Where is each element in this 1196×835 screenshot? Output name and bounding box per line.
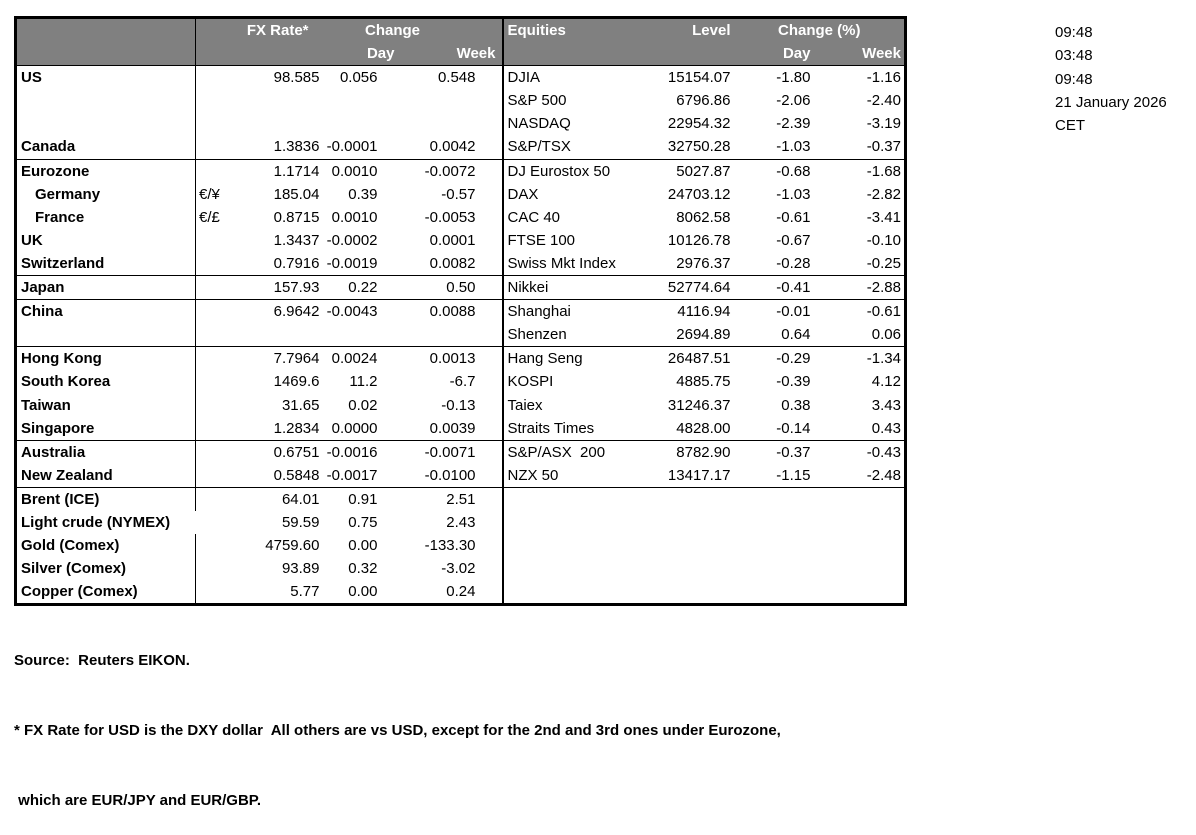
table-row: [16, 300, 906, 324]
fx-pair: [196, 66, 234, 90]
table-row: [16, 347, 906, 371]
fx-name: [16, 112, 196, 135]
eq-level: [653, 511, 735, 534]
eq-level: 4885.75: [676, 373, 731, 391]
eq-name: NZX 50: [503, 464, 653, 488]
fx-pair: €/¥: [199, 185, 220, 203]
fx-rate: 98.585: [273, 69, 320, 87]
eq-level: 26487.51: [667, 350, 731, 368]
fx-change-week: -0.57: [441, 185, 476, 203]
header-pair-blank: [196, 18, 234, 43]
fx-name: Light crude (NYMEX): [21, 513, 171, 531]
fx-name: Taiwan: [16, 394, 196, 417]
table-row: [16, 229, 906, 252]
fx-name: Hong Kong: [16, 347, 196, 371]
table-row: [16, 487, 906, 511]
fx-rate: 1.3437: [273, 231, 320, 249]
timestamp-line: 09:48: [1055, 70, 1093, 88]
fx-rate: 157.93: [234, 276, 324, 300]
table-row: [16, 534, 906, 557]
fx-change-day: 0.32: [348, 560, 378, 578]
table-row: [16, 440, 906, 464]
fx-name: Australia: [16, 440, 196, 464]
eq-change-week: -0.61: [866, 303, 901, 321]
level-header: Level: [653, 18, 735, 43]
eq-change-week: -2.40: [866, 92, 901, 110]
fx-name: US: [16, 66, 196, 90]
fx-name: UK: [16, 229, 196, 252]
fx-rate: 4759.60: [265, 537, 320, 555]
eq-level: 31246.37: [667, 396, 731, 414]
eq-name: [503, 534, 653, 557]
fx-change-week: 0.50: [400, 276, 503, 300]
equities-header: Equities: [503, 18, 653, 43]
fx-change-day: -0.0001: [324, 135, 400, 159]
fx-pair: [196, 229, 234, 252]
eq-change-week: -3.41: [866, 208, 901, 226]
fx-name: Eurozone: [16, 159, 196, 183]
fx-name: Singapore: [16, 417, 196, 441]
eq-week-header: Week: [815, 42, 906, 66]
fx-change-week: -0.0100: [400, 464, 503, 488]
fx-name: Switzerland: [16, 252, 196, 276]
eq-level: 5027.87: [676, 162, 731, 180]
eq-change-day: -1.80: [776, 69, 811, 87]
eq-name: NASDAQ: [503, 112, 653, 135]
fx-change-day: -0.0043: [326, 303, 378, 321]
eq-name: DJ Eurostox 50: [503, 159, 653, 183]
table-row: [16, 370, 906, 393]
fx-rate: 31.65: [281, 396, 320, 414]
eq-change-day: -0.41: [735, 276, 815, 300]
eq-name: S&P/TSX: [503, 135, 653, 159]
fx-change-day: 0.39: [348, 185, 378, 203]
eq-name: Hang Seng: [503, 347, 653, 371]
timestamp-line: CET: [1055, 117, 1085, 135]
header-blank: [503, 42, 653, 66]
fx-name: Gold (Comex): [16, 534, 196, 557]
eq-day-header: Day: [735, 42, 815, 66]
fx-pair: [196, 89, 234, 112]
fx-rate: 1469.6: [273, 373, 320, 391]
eq-name: Nikkei: [503, 276, 653, 300]
eq-level: [653, 557, 735, 580]
table-row: [16, 580, 906, 605]
header-blank: [653, 42, 735, 66]
fx-change-week: -0.13: [441, 396, 476, 414]
eq-change-day: -1.03: [735, 135, 815, 159]
eq-level: [653, 487, 735, 511]
fx-pair: [196, 534, 234, 557]
eq-change-day: -2.06: [776, 92, 811, 110]
fx-pair: [196, 300, 234, 324]
fx-change-day: 0.91: [348, 490, 378, 508]
eq-change-day: -0.39: [776, 373, 811, 391]
eq-change-day: -0.29: [776, 350, 811, 368]
eq-change-day: -0.01: [776, 303, 811, 321]
fx-pair: [196, 252, 234, 276]
fx-change-week: 2.51: [446, 490, 476, 508]
fx-change-week: 0.0001: [429, 231, 476, 249]
fx-name: New Zealand: [16, 464, 196, 488]
eq-change-day: -0.28: [735, 252, 815, 276]
fx-change-day: 0.0000: [324, 417, 400, 441]
eq-name: [503, 557, 653, 580]
fx-note-line-2: which are EUR/JPY and EUR/GBP.: [14, 791, 262, 809]
fx-change-day: 0.0010: [331, 208, 378, 226]
fx-change-day: 0.0024: [331, 350, 378, 368]
fx-rate: 1.3836: [234, 135, 324, 159]
fx-change-week: [400, 112, 503, 135]
fx-pair: [196, 580, 234, 605]
eq-level: [653, 580, 735, 605]
table-row: [16, 511, 906, 534]
fx-change-day: [324, 89, 400, 112]
header-blank: [234, 42, 324, 66]
eq-change-week: 0.06: [815, 323, 906, 347]
fx-change-day: 0.22: [324, 276, 400, 300]
fx-rate: 5.77: [290, 583, 320, 601]
fx-name: Canada: [16, 135, 196, 159]
fx-change-day: 0.0010: [331, 162, 378, 180]
eq-name: Straits Times: [503, 417, 653, 441]
eq-level: 22954.32: [667, 115, 731, 133]
eq-name: FTSE 100: [503, 229, 653, 252]
eq-level: 24703.12: [667, 185, 731, 203]
fx-rate: 1.2834: [234, 417, 324, 441]
timestamp-line: 09:48: [1055, 24, 1093, 41]
fx-change-day: 0.00: [348, 537, 378, 555]
table-row: [16, 276, 906, 300]
eq-change-week: -1.34: [866, 350, 901, 368]
table-row: [16, 159, 906, 183]
fx-rate: 0.7916: [234, 252, 324, 276]
fx-rate: 59.59: [281, 513, 320, 531]
eq-change-day: -0.14: [735, 417, 815, 441]
fx-pair: [196, 464, 234, 488]
fx-name: Germany: [16, 183, 196, 206]
timestamp-line: 21 January 2026: [1055, 94, 1167, 112]
source-note: Source: Reuters EIKON.: [14, 652, 190, 670]
header-country-blank: [16, 18, 196, 43]
fx-name: China: [16, 300, 196, 324]
eq-change-week: -0.10: [866, 231, 901, 249]
fx-name: Silver (Comex): [16, 557, 196, 580]
eq-level: 15154.07: [667, 69, 731, 87]
fx-rate: [234, 112, 324, 135]
fx-rate: 0.8715: [273, 208, 320, 226]
fx-rate: 185.04: [273, 185, 320, 203]
header-row-2: [16, 42, 906, 66]
fx-change-day: 0.75: [348, 513, 378, 531]
fx-change-day: [324, 112, 400, 135]
table-row: [16, 66, 906, 90]
fx-name: South Korea: [16, 370, 196, 393]
fx-change-day: -0.0019: [324, 252, 400, 276]
fx-change-week: -0.0053: [424, 208, 476, 226]
eq-change-day: -0.61: [776, 208, 811, 226]
table-row: [16, 417, 906, 441]
eq-level: 8782.90: [676, 443, 731, 461]
eq-change-week: 4.12: [871, 373, 901, 391]
fx-name: Brent (ICE): [16, 487, 196, 511]
eq-change-day: -0.68: [776, 162, 811, 180]
fx-change-week: [400, 323, 503, 347]
eq-change-day: [735, 534, 815, 557]
fx-rate: [234, 323, 324, 347]
eq-change-day: [735, 511, 815, 534]
fx-change-day: -0.0016: [326, 443, 378, 461]
table-row: [16, 252, 906, 276]
fx-change-week: 0.0088: [429, 303, 476, 321]
eq-change-week: -0.37: [815, 135, 906, 159]
eq-change-week: -2.48: [815, 464, 906, 488]
timestamp-block: [1055, 21, 1167, 138]
table-row: [16, 112, 906, 135]
fx-name: Copper (Comex): [16, 580, 196, 605]
fx-change-week: -0.0072: [424, 162, 476, 180]
eq-change-week: -0.43: [866, 443, 901, 461]
eq-level: 13417.17: [653, 464, 735, 488]
fx-change-day: 0.02: [348, 396, 378, 414]
eq-level: 2976.37: [653, 252, 735, 276]
fx-name: Japan: [16, 276, 196, 300]
eq-level: 2694.89: [653, 323, 735, 347]
eq-name: Taiex: [503, 394, 653, 417]
fx-name: France: [16, 206, 196, 229]
eq-change-day: [735, 487, 815, 511]
eq-name: [503, 580, 653, 605]
eq-name: Shenzen: [503, 323, 653, 347]
fx-pair: €/£: [199, 208, 220, 226]
eq-change-day: -1.03: [776, 185, 811, 203]
fx-rate: 0.5848: [234, 464, 324, 488]
fx-change-week: 0.548: [437, 69, 476, 87]
table-row: [16, 183, 906, 206]
eq-level: [653, 534, 735, 557]
fx-pair: [196, 112, 234, 135]
eq-name: DJIA: [503, 66, 653, 90]
eq-change-week: -2.82: [866, 185, 901, 203]
eq-change-week: 3.43: [871, 396, 901, 414]
eq-change-day: [735, 557, 815, 580]
fx-pair: [196, 159, 234, 183]
header-blank: [196, 42, 234, 66]
eq-name: [503, 487, 653, 511]
fx-change-week: 2.43: [446, 513, 476, 531]
fx-rate-header: FX Rate*: [234, 18, 324, 43]
fx-change-day: 0.00: [348, 583, 378, 601]
fx-note-line-1: * FX Rate for USD is the DXY dollar All others are vs USD, except for the 2nd and 3rd ones under Eurozone,: [14, 722, 781, 740]
eq-name: S&P/ASX 200: [503, 440, 653, 464]
fx-change-day: -0.0017: [324, 464, 400, 488]
fx-change-day: 11.2: [349, 373, 378, 391]
eq-change-pct-header: Change (%): [735, 18, 906, 43]
eq-name: DAX: [503, 183, 653, 206]
fx-rate: 0.6751: [273, 443, 320, 461]
fx-change-week: -6.7: [449, 373, 476, 391]
eq-level: 10126.78: [667, 231, 731, 249]
eq-name: CAC 40: [503, 206, 653, 229]
eq-change-day: -0.37: [776, 443, 811, 461]
eq-level: 4828.00: [653, 417, 735, 441]
eq-change-day: -1.15: [735, 464, 815, 488]
fx-pair: [196, 487, 234, 511]
fx-rate: [234, 89, 324, 112]
eq-change-day: 0.64: [735, 323, 815, 347]
timestamp-line: 03:48: [1055, 47, 1093, 65]
fx-change-week: 0.0039: [400, 417, 503, 441]
eq-change-day: -2.39: [776, 115, 811, 133]
fx-change-week: -133.30: [424, 537, 476, 555]
fx-rate: 64.01: [281, 490, 320, 508]
fx-pair: [196, 557, 234, 580]
table-row: [16, 89, 906, 112]
eq-change-week: -3.19: [866, 115, 901, 133]
eq-name: Shanghai: [503, 300, 653, 324]
fx-week-header: Week: [400, 42, 503, 66]
table-row: [16, 464, 906, 488]
rows-body: [16, 66, 906, 605]
fx-pair: [196, 370, 234, 393]
table-row: [16, 206, 906, 229]
fx-name: [16, 323, 196, 347]
eq-level: 32750.28: [653, 135, 735, 159]
fx-rate: 93.89: [281, 560, 320, 578]
fx-rate: 6.9642: [273, 303, 320, 321]
fx-change-week: 0.0013: [429, 350, 476, 368]
fx-pair: [196, 417, 234, 441]
eq-change-day: -0.67: [776, 231, 811, 249]
fx-pair: [196, 276, 234, 300]
fx-change-week: -3.02: [441, 560, 476, 578]
eq-change-week: -1.16: [866, 69, 901, 87]
fx-change-day: [324, 323, 400, 347]
fx-change-day: -0.0002: [326, 231, 378, 249]
fx-change-header: Change: [324, 18, 503, 43]
header-row-1: [16, 18, 906, 43]
eq-change-week: [815, 511, 906, 534]
eq-name: S&P 500: [503, 89, 653, 112]
eq-level: 52774.64: [653, 276, 735, 300]
eq-change-week: [815, 487, 906, 511]
fx-pair: [196, 440, 234, 464]
eq-change-week: -0.25: [815, 252, 906, 276]
eq-change-week: -1.68: [866, 162, 901, 180]
fx-change-day: 0.056: [339, 69, 378, 87]
fx-pair: [196, 347, 234, 371]
eq-name: Swiss Mkt Index: [503, 252, 653, 276]
header-blank: [16, 42, 196, 66]
eq-name: KOSPI: [503, 370, 653, 393]
eq-level: 4116.94: [677, 303, 731, 321]
fx-change-week: -0.0071: [424, 443, 476, 461]
fx-name: [16, 89, 196, 112]
table-row: [16, 323, 906, 347]
fx-pair: [196, 323, 234, 347]
fx-change-week: [400, 89, 503, 112]
eq-change-day: 0.38: [781, 396, 811, 414]
fx-pair: [196, 135, 234, 159]
fx-day-header: Day: [324, 42, 400, 66]
eq-change-week: [815, 534, 906, 557]
fx-change-week: 0.24: [446, 583, 476, 601]
table-row: [16, 557, 906, 580]
fx-rate: 1.1714: [273, 162, 320, 180]
eq-level: 8062.58: [676, 208, 731, 226]
table-row: [16, 135, 906, 159]
eq-change-week: [815, 580, 906, 605]
eq-level: 6796.86: [676, 92, 731, 110]
fx-pair: [196, 394, 234, 417]
fx-change-week: 0.0042: [400, 135, 503, 159]
fx-rate: 7.7964: [273, 350, 320, 368]
eq-change-week: 0.43: [815, 417, 906, 441]
fx-equities-table: [14, 16, 907, 606]
eq-change-week: [815, 557, 906, 580]
table-row: [16, 394, 906, 417]
market-data-table: [14, 16, 907, 606]
fx-change-week: 0.0082: [400, 252, 503, 276]
eq-name: [503, 511, 653, 534]
eq-change-week: -2.88: [815, 276, 906, 300]
eq-change-day: [735, 580, 815, 605]
footnotes: [14, 603, 781, 835]
